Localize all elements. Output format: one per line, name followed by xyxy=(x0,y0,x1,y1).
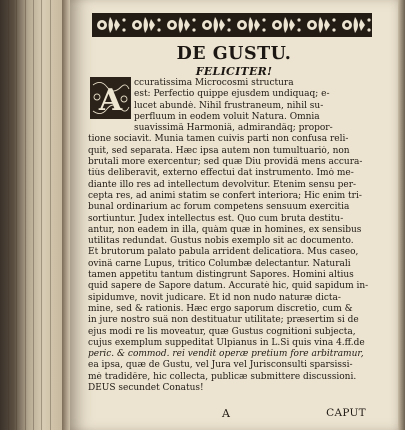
text-line: cujus exemplum suppeditat Ulpianus in L.Si quis vina 4.ff.de xyxy=(88,337,365,348)
text-line: mine, sed & rationis. Hæc ergo saporum discretio, cum & xyxy=(88,303,353,314)
text-line: sortiuntur. Judex intellectus est. Quo cum bruta destitu- xyxy=(88,213,344,224)
text-line: diante illo res ad intellectum devolvitur. Etenim sensu per- xyxy=(88,179,357,190)
text-line: utilitas redundat. Gustus nobis exemplo sit ac documento. xyxy=(88,236,354,247)
text-line: tamen appetitu tantum distingrunt Sapores. Homini altius xyxy=(88,270,354,281)
text-line: bunal ordinarium ac forum competens sensuum exercitia xyxy=(88,202,350,213)
text-line: peric. & commod. rei vendit operæ pretium fore arbitramur, xyxy=(88,349,364,360)
text-line: quit, sed separata. Hæc ipsa autem non tumultuariò, non xyxy=(88,145,350,156)
text-line: est: Perfectio quippe ejusdem undiquaq; e- xyxy=(134,89,330,100)
text-line: DEUS secundet Conatus! xyxy=(88,383,204,394)
previous-pages-edge xyxy=(0,0,62,430)
text-line: perfluum in eodem voluit Natura. Omnia xyxy=(134,111,320,122)
signature-mark: A xyxy=(222,407,230,420)
text-line: lucet abundè. Nihil frustraneum, nihil su- xyxy=(134,100,324,111)
body-text xyxy=(88,78,368,394)
right-page-edge xyxy=(398,0,405,430)
catchword: CAPUT xyxy=(326,407,366,419)
text-line: tiùs deliberavit, externo effectui dat instrumento. Imò me- xyxy=(88,168,354,179)
page-title: DE GUSTU. xyxy=(176,44,292,64)
text-line: cepta res, ad animi statim se confert interiora; Hic enim tri- xyxy=(88,190,362,201)
text-line: mè tradidêre, hic collecta, publicæ submittere discussioni. xyxy=(88,371,357,382)
text-line: ejus modi re lis moveatur, quæ Gustus cognitioni subjecta, xyxy=(88,326,356,337)
text-line: ea ipsa, quæ de Gustu, vel Jura vel Jurisconsulti sparsissi- xyxy=(88,360,353,371)
text-line: suavissimâ Harmoniâ, admirandâq; propor- xyxy=(134,123,333,134)
page-footer xyxy=(88,407,368,421)
text-line: brutali more exercentur; sed quæ Diu providâ mens accura- xyxy=(88,157,363,168)
text-line: quid sapere de Sapore datum. Accuratè hic, quid sapidum in- xyxy=(88,281,368,292)
text-line: sipidumve, novit judicare. Et id non nudo naturæ dicta- xyxy=(88,292,341,303)
text-line: in jure nostro suâ non destituatur utilitate; præsertim si de xyxy=(88,315,359,326)
drop-cap-letter: A xyxy=(98,83,123,118)
page-subtitle: FELICITER! xyxy=(195,65,273,78)
head-ornament-band xyxy=(92,12,372,38)
text-line: ovinâ carne Lupus, tritico Columbæ delectantur. Naturali xyxy=(88,258,351,269)
text-line: antur, non eadem in illa, quàm quæ in homines, ex sensibus xyxy=(88,224,362,235)
text-line: Et brutorum palato pabula arrident delicatiora. Mus caseo, xyxy=(88,247,359,258)
text-line: ccuratissima Microcosmi structura xyxy=(134,78,294,88)
text-line: tione sociavit. Munia tamen cuivis parti non confusa reli- xyxy=(88,134,349,145)
